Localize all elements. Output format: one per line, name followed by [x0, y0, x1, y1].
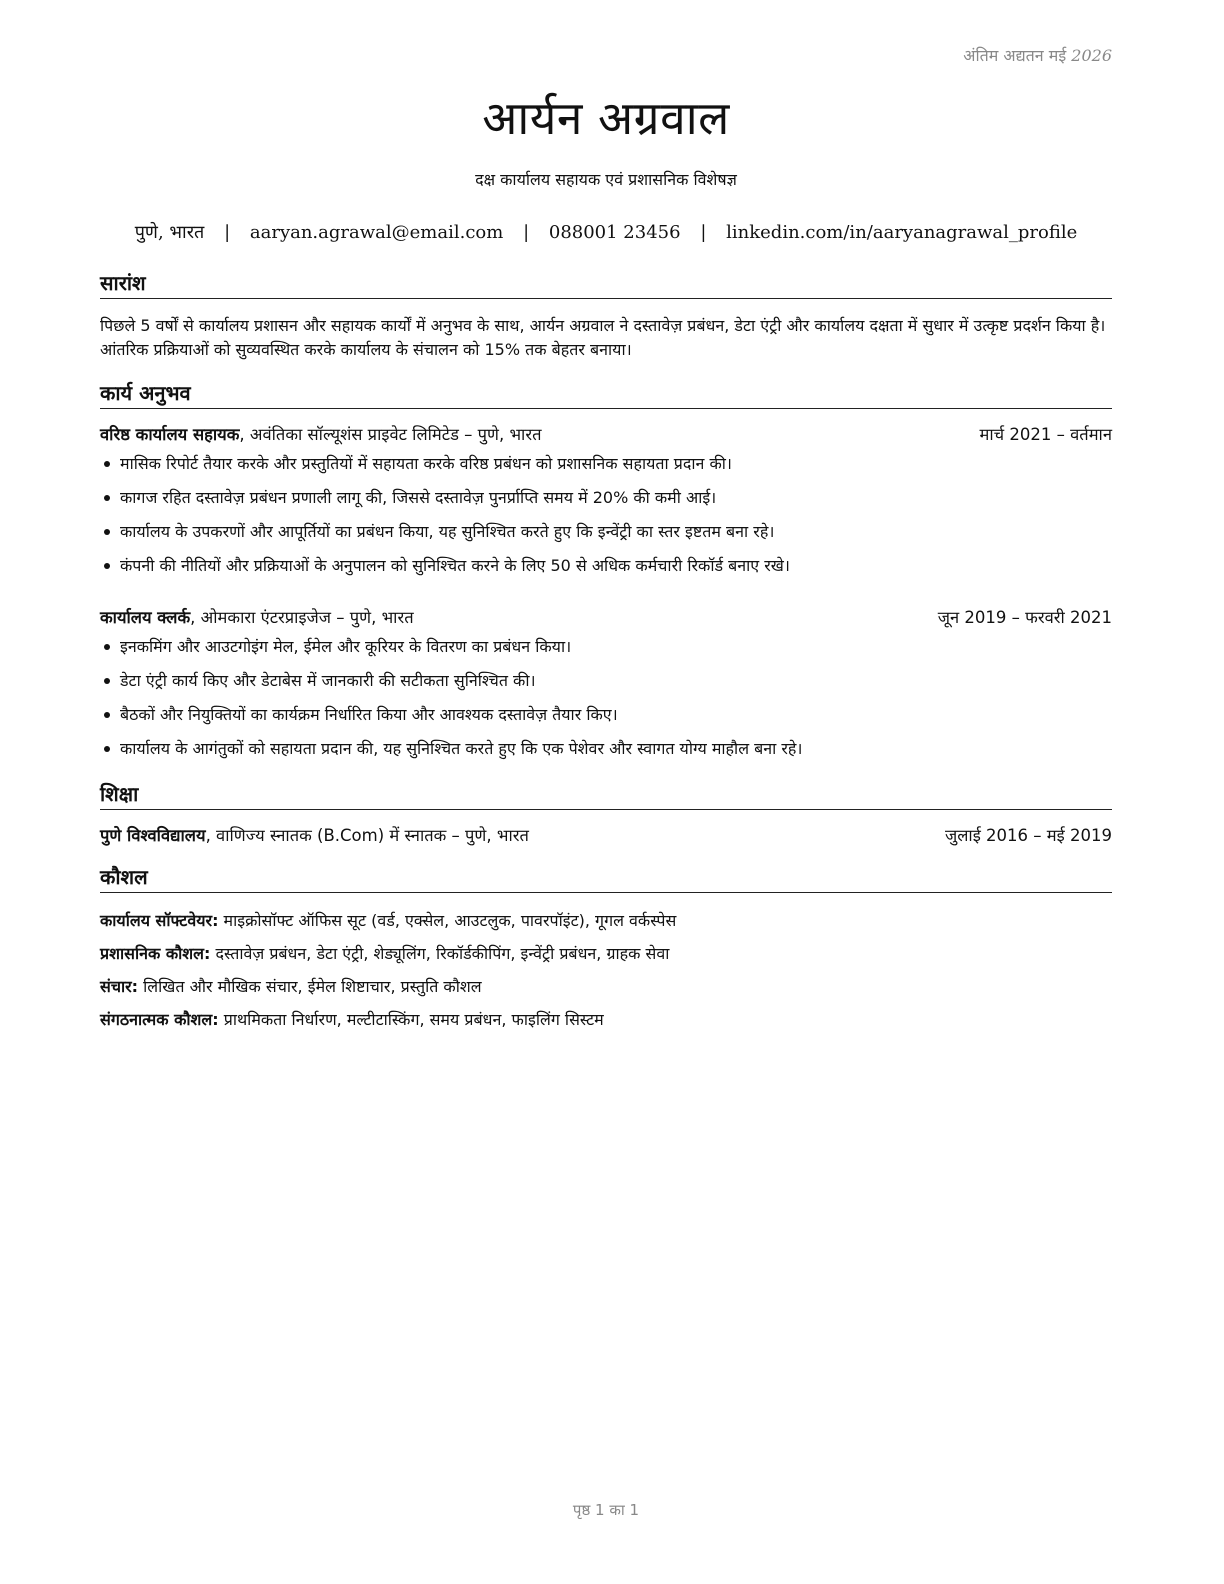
skill-row: [100, 937, 1112, 970]
skill-label: प्रशासनिक कौशल:: [100, 944, 211, 963]
job-header: [100, 606, 1112, 630]
section-title-education: शिक्षा: [100, 781, 1112, 810]
skill-label: संगठनात्मक कौशल:: [100, 1010, 219, 1029]
contact-phone: 088001 23456: [548, 222, 681, 243]
job-header: [100, 423, 1112, 447]
last-updated-label: अंतिम अद्यतन मई: [963, 46, 1067, 65]
resume-page: [100, 0, 1112, 1584]
job-bullets: [100, 630, 1112, 766]
skill-label: कार्यालय सॉफ्टवेयर:: [100, 911, 219, 930]
contact-location: पुणे, भारत: [134, 222, 205, 243]
list-item: कार्यालय के आगंतुकों को सहायता प्रदान की, यह सुनिश्चित करते हुए कि एक पेशेवर और स्वागत योग्य माहौल बना रहे।: [100, 732, 1112, 766]
list-item: कागज रहित दस्तावेज़ प्रबंधन प्रणाली लागू की, जिससे दस्तावेज़ पुनर्प्राप्ति समय में 20% की कमी आई।: [100, 481, 1112, 515]
list-item: मासिक रिपोर्ट तैयार करके और प्रस्तुतियों में सहायता करके वरिष्ठ प्रबंधन को प्रशासनिक सहायता प्रदान की।: [100, 447, 1112, 481]
candidate-name: आर्यन अग्रवाल: [482, 91, 730, 145]
skill-value: लिखित और मौखिक संचार, ईमेल शिष्टाचार, प्रस्तुति कौशल: [138, 977, 482, 996]
job-dates: मार्च 2021 – वर्तमान: [979, 425, 1112, 444]
job-bullets: [100, 447, 1112, 583]
skills-list: [100, 904, 1112, 1036]
summary-text: पिछले 5 वर्षों से कार्यालय प्रशासन और सहायक कार्यों में अनुभव के साथ, आर्यन अग्रवाल ने दस्तावेज़ प्रबंधन, डेटा एंट्री और कार्यालय दक्षता में सुधार में उत्कृष्ट प्रदर्शन किया है। आंतरिक प्रक्रियाओं को सुव्यवस्थित करके कार्यालय के संचालन को 15% तक बेहतर बनाया।: [100, 316, 1106, 359]
section-title-experience: कार्य अनुभव: [100, 380, 1112, 409]
skill-value: माइक्रोसॉफ्ट ऑफिस सूट (वर्ड, एक्सेल, आउटलुक, पावरपॉइंट), गूगल वर्कस्पेस: [218, 911, 677, 930]
job-role: वरिष्ठ कार्यालय सहायक: [100, 425, 240, 444]
candidate-tagline: दक्ष कार्यालय सहायक एवं प्रशासनिक विशेषज्ञ: [475, 170, 737, 189]
contact-separator: |: [523, 222, 530, 243]
contact-separator: |: [700, 222, 707, 243]
job-role: कार्यालय क्लर्क: [100, 608, 191, 627]
skill-row: [100, 970, 1112, 1003]
skill-row: [100, 904, 1112, 937]
education-entry: [100, 824, 1112, 848]
section-title-summary: सारांश: [100, 270, 1112, 299]
job-dates: जून 2019 – फरवरी 2021: [937, 608, 1112, 627]
skill-row: [100, 1003, 1112, 1036]
contact-separator: |: [224, 222, 231, 243]
list-item: इनकमिंग और आउटगोइंग मेल, ईमेल और कूरियर के वितरण का प्रबंधन किया।: [100, 630, 1112, 664]
last-updated: [963, 44, 1112, 66]
contact-email[interactable]: aaryan.agrawal@email.com: [249, 222, 504, 243]
skill-value: दस्तावेज़ प्रबंधन, डेटा एंट्री, शेड्यूलिंग, रिकॉर्डकीपिंग, इन्वेंट्री प्रबंधन, ग्राहक सेवा: [210, 944, 670, 963]
list-item: कार्यालय के उपकरणों और आपूर्तियों का प्रबंधन किया, यह सुनिश्चित करते हुए कि इन्वेंट्री का स्तर इष्टतम बना रहे।: [100, 515, 1112, 549]
page-footer: पृष्ठ 1 का 1: [572, 1501, 640, 1519]
education-degree: , वाणिज्य स्नातक (B.Com) में स्नातक – पुणे, भारत: [205, 826, 529, 845]
skill-label: संचार:: [100, 977, 139, 996]
skill-value: प्राथमिकता निर्धारण, मल्टीटास्किंग, समय प्रबंधन, फाइलिंग सिस्टम: [218, 1010, 604, 1029]
section-title-skills: कौशल: [100, 864, 1112, 893]
last-updated-year: 2026: [1071, 46, 1112, 65]
job-company: , अवंतिका सॉल्यूशंस प्राइवेट लिमिटेड – पुणे, भारत: [239, 425, 542, 444]
contact-linkedin[interactable]: linkedin.com/in/aaryanagrawal_profile: [726, 222, 1078, 243]
list-item: कंपनी की नीतियों और प्रक्रियाओं के अनुपालन को सुनिश्चित करने के लिए 50 से अधिक कर्मचारी रिकॉर्ड बनाए रखे।: [100, 549, 1112, 583]
contact-line: [100, 220, 1112, 244]
list-item: डेटा एंट्री कार्य किए और डेटाबेस में जानकारी की सटीकता सुनिश्चित की।: [100, 664, 1112, 698]
education-institution: पुणे विश्वविद्यालय: [100, 826, 206, 845]
job-company: , ओमकारा एंटरप्राइजेज – पुणे, भारत: [190, 608, 414, 627]
education-dates: जुलाई 2016 – मई 2019: [945, 826, 1112, 845]
list-item: बैठकों और नियुक्तियों का कार्यक्रम निर्धारित किया और आवश्यक दस्तावेज़ तैयार किए।: [100, 698, 1112, 732]
